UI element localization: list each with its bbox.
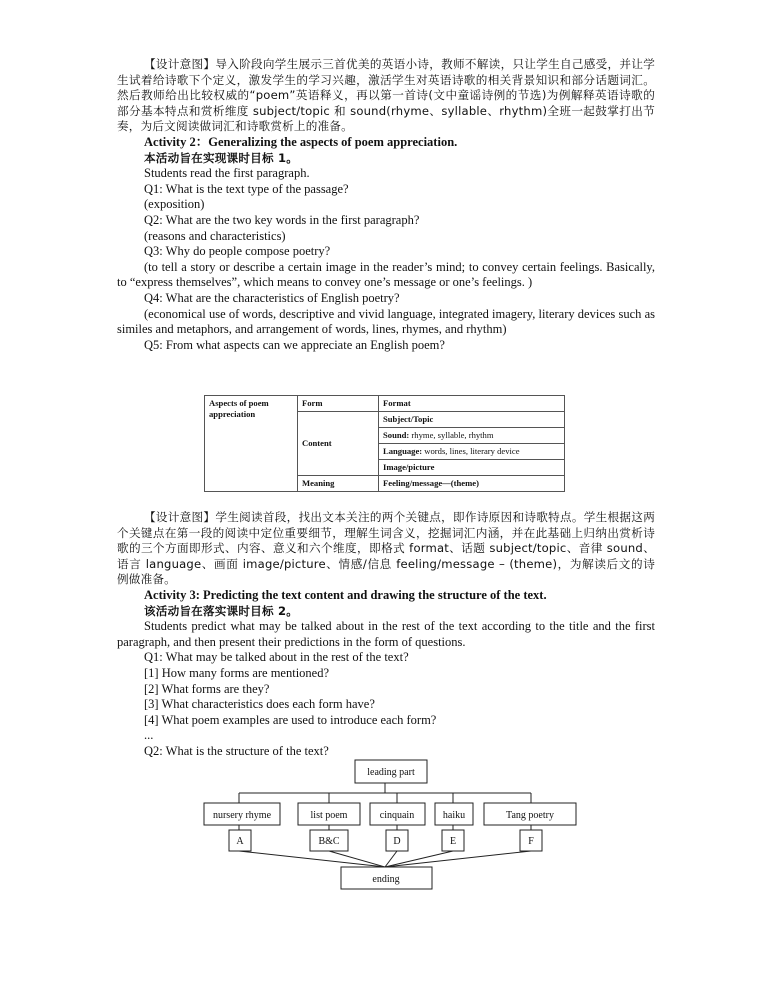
structure-diagram — [200, 755, 580, 895]
activity-3-title: Activity 3: Predicting the text content and drawing the structure of the text. — [144, 587, 547, 602]
meaning-label-cell: Meaning — [298, 476, 379, 492]
activity-2-intro: Students read the first paragraph. — [144, 166, 310, 181]
letter-label-f: F — [528, 836, 534, 847]
letter-label-bc: B&C — [318, 836, 340, 847]
form-label-nursery-rhyme: nursery rhyme — [212, 810, 272, 821]
form-label-cell: Form — [298, 396, 379, 412]
content-label-cell: Content — [298, 412, 379, 476]
format-cell: Format — [379, 396, 565, 412]
language-value: words, lines, literary device — [422, 446, 520, 456]
letter-label-a: A — [236, 836, 244, 847]
activity-2-q4: Q4: What are the characteristics of English poetry? — [144, 290, 400, 305]
activity-2-a3: (to tell a story or describe a certain image in the reader’s mind; to convey certain feelings. Basically, to “express themselves”, which means to convey one’s message or one’s feelings. ) — [117, 259, 655, 290]
activity-3-intro: Students predict what may be talked about in the rest of the text according to the title and the first paragraph, and then present their predictions in the form of questions. — [117, 619, 655, 649]
activity-3-q2: Q2: What is the structure of the text? — [144, 743, 329, 758]
sound-cell — [379, 428, 565, 444]
letter-label-e: E — [449, 836, 457, 847]
activity-3-q1: Q1: What may be talked about in the rest of the text? — [144, 650, 409, 665]
activity-2-q5: Q5: From what aspects can we appreciate an English poem? — [144, 337, 445, 352]
activity-3-goal: 该活动旨在落实课时目标 2。 — [144, 603, 299, 618]
sound-label: Sound: — [383, 430, 410, 440]
image-cell: Image/picture — [379, 460, 565, 476]
design-intent-paragraph-1: 【设计意图】导入阶段向学生展示三首优美的英语小诗，教师不解读，只让学生自己感受，并让学生试着给诗歌下个定义，激发学生的学习兴趣，激活学生对英语诗歌的相关背景知识和部分话题词汇。然后教师给出比较权威的“poem”英语释义，再以第一首诗(文中童谣诗例的节选)为例解释英语诗歌的部分基本特点和赏析维度 subject/topic 和 sound(rhyme、syllable、rhythm)全班一起鼓掌打出节奏，为后文阅读做词汇和诗歌赏析上的准备。 — [117, 57, 655, 134]
ending-label: ending — [372, 874, 400, 885]
leading-part-label: leading part — [367, 767, 415, 778]
activity-3-sub2: [2] What forms are they? — [144, 681, 270, 696]
activity-2-a4: (economical use of words, descriptive and vivid language, integrated imagery, literary devices such as similes and metaphors, and arrangement of words, lines, rhymes, and rhythm) — [117, 306, 655, 337]
form-label-cinquain: cinquain — [379, 810, 415, 821]
activity-3-ellipsis: ... — [144, 728, 154, 743]
activity-3-sub3: [3] What characteristics does each form have? — [144, 697, 375, 712]
activity-3-sub4: [4] What poem examples are used to introduce each form? — [144, 712, 437, 727]
activity-2-title: Activity 2：Generalizing the aspects of poem appreciation. — [144, 134, 458, 149]
activity-3-sub1: [1] How many forms are mentioned? — [144, 665, 330, 680]
letter-label-d: D — [393, 836, 401, 847]
document-page-lower — [117, 510, 655, 760]
sound-value: rhyme, syllable, rhythm — [409, 430, 494, 440]
activity-2-goal: 本活动旨在实现课时目标 1。 — [144, 150, 299, 165]
activity-2-q2: Q2: What are the two key words in the first paragraph? — [144, 212, 420, 227]
form-label-haiku: haiku — [442, 810, 466, 821]
aspects-label-cell: Aspects of poem appreciation — [205, 396, 298, 492]
design-intent-paragraph-2: 【设计意图】学生阅读首段，找出文本关注的两个关键点，即作诗原因和诗歌特点。学生根据这两个关键点在第一段的阅读中定位重要细节，理解生词含义，挖掘词汇内涵，并在此基础上归纳出赏析诗歌的三个方面即形式、内容、意义和六个维度，即格式 format、话题 subject/topic、音律 sound、语言 language、画面 image/picture、情感/信息 feeling/message – (theme)，为解读后文的诗例做准备。 — [117, 510, 655, 587]
language-label: Language: — [383, 446, 423, 456]
activity-2-a2: (reasons and characteristics) — [144, 228, 286, 243]
activity-2-q3: Q3: Why do people compose poetry? — [144, 244, 331, 259]
form-label-tang-poetry: Tang poetry — [506, 810, 554, 821]
activity-2-q1: Q1: What is the text type of the passage? — [144, 181, 349, 196]
activity-2-a1: (exposition) — [144, 197, 205, 212]
language-cell — [379, 444, 565, 460]
subject-cell: Subject/Topic — [379, 412, 565, 428]
form-label-list-poem: list poem — [310, 810, 348, 821]
feeling-cell: Feeling/message—(theme) — [379, 476, 565, 492]
aspects-table — [204, 395, 565, 492]
document-page — [117, 57, 655, 353]
